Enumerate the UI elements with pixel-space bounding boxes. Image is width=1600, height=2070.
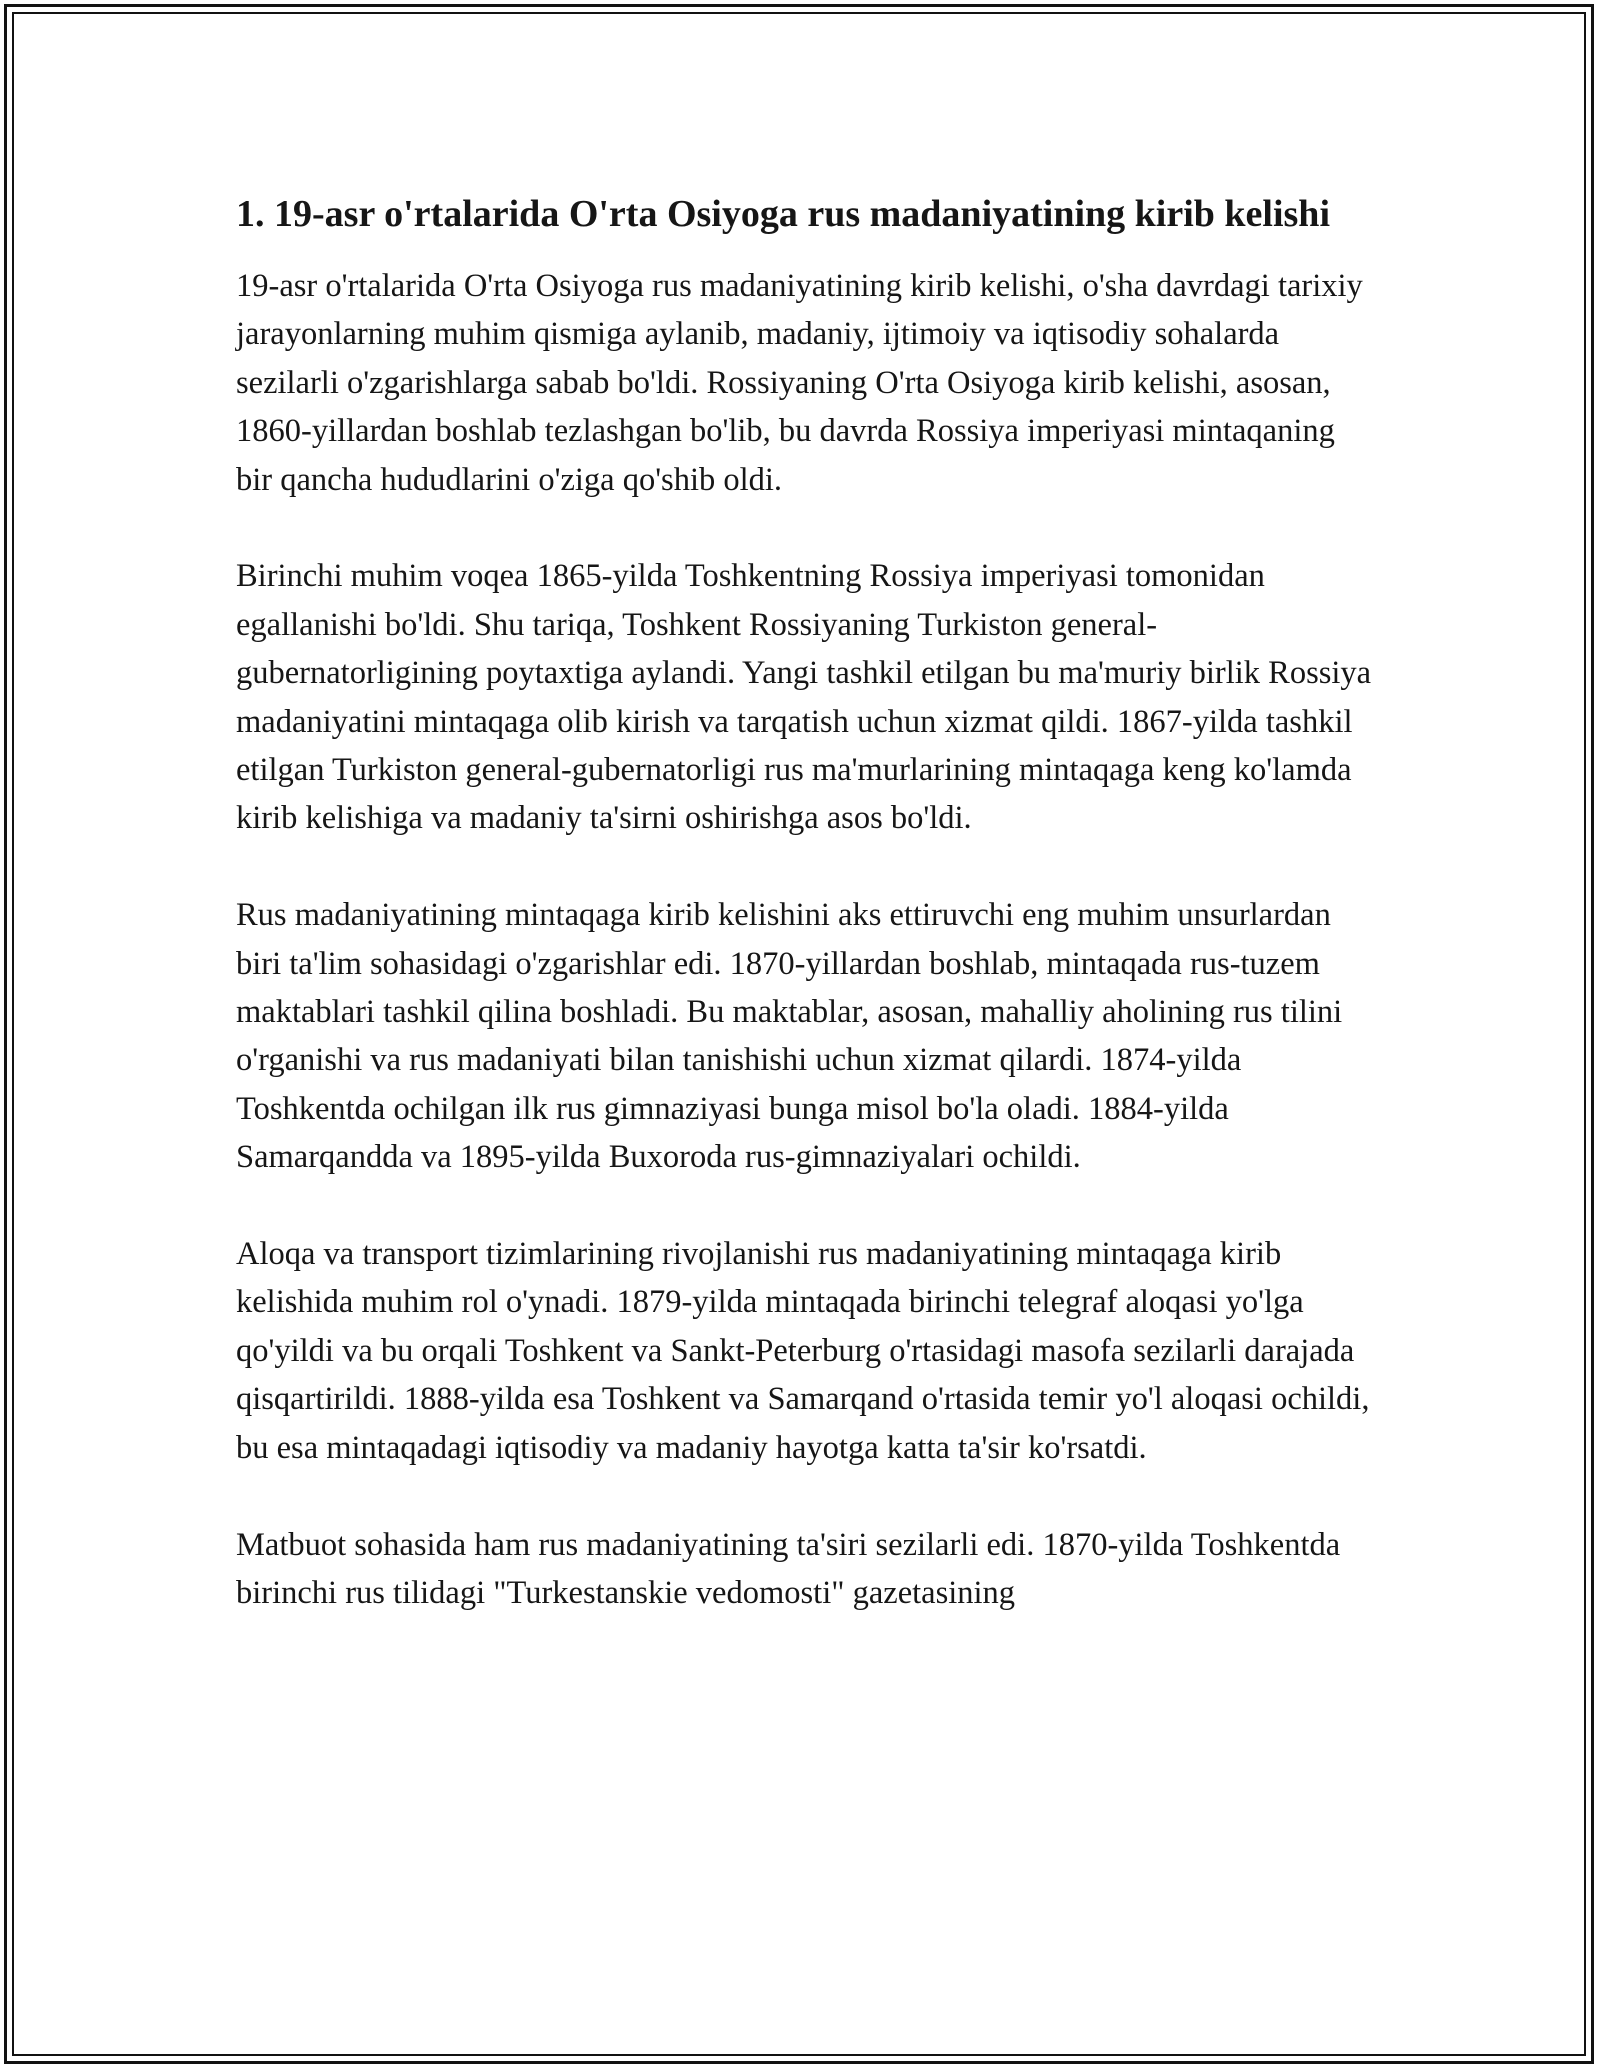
paragraph: 19-asr o'rtalarida O'rta Osiyoga rus madaniyatining kirib kelishi, o'sha davrdagi tarixiy jarayonlarning muhim qismiga aylanib, madaniy, ijtimoiy va iqtisodiy sohalarda sezilarli o'zgarishlarga sabab bo'ldi. Rossiyaning O'rta Osiyoga kirib kelishi, asosan, 1860-yillardan boshlab tezlashgan bo'lib, bu davrda Rossiya imperiyasi mintaqaning bir qancha hududlarini o'ziga qo'shib oldi. <box>236 268 1363 498</box>
paragraph: Birinchi muhim voqea 1865-yilda Toshkentning Rossiya imperiyasi tomonidan egallanishi bo'ldi. Shu tariqa, Toshkent Rossiyaning Turkiston general-gubernatorligining poytaxtiga aylandi. Yangi tashkil etilgan bu ma'muriy birlik Rossiya madaniyatini mintaqaga olib kirish va tarqatish uchun xizmat qildi. 1867-yilda tashkil etilgan Turkiston general-gubernatorligi rus ma'murlarining mintaqaga keng ko'lamda kirib kelishiga va madaniy ta'sirni oshirishga asos bo'ldi. <box>236 558 1372 837</box>
document-body <box>236 187 1376 1666</box>
paragraph: Matbuot sohasida ham rus madaniyatining ta'siri sezilarli edi. 1870-yilda Toshkentda birinchi rus tilidagi "Turkestanskie vedomosti" gazetasining <box>236 1526 1341 1611</box>
paragraph: Rus madaniyatining mintaqaga kirib kelishini aks ettiruvchi eng muhim unsurlardan biri ta'lim sohasidagi o'zgarishlar edi. 1870-yillardan boshlab, mintaqada rus-tuzem maktablari tashkil qilina boshladi. Bu maktablar, asosan, mahalliy aholining rus tilini o'rganishi va rus madaniyati bilan tanishishi uchun xizmat qilardi. 1874-yilda Toshkentda ochilgan ilk rus gimnaziyasi bunga misol bo'la oladi. 1884-yilda Samarqandda va 1895-yilda Buxoroda rus-gimnaziyalari ochildi. <box>236 897 1343 1176</box>
section-title: 1. 19-asr o'rtalarida O'rta Osiyoga rus madaniyatining kirib kelishi <box>236 193 1331 235</box>
paragraph: Aloqa va transport tizimlarining rivojlanishi rus madaniyatining mintaqaga kirib kelishida muhim rol o'ynadi. 1879-yilda mintaqada birinchi telegraf aloqasi yo'lga qo'yildi va bu orqali Toshkent va Sankt-Peterburg o'rtasidagi masofa sezilarli darajada qisqartirildi. 1888-yilda esa Toshkent va Samarqand o'rtasida temir yo'l aloqasi ochildi, bu esa mintaqadagi iqtisodiy va madaniy hayotga katta ta'sir ko'rsatdi. <box>236 1236 1370 1466</box>
